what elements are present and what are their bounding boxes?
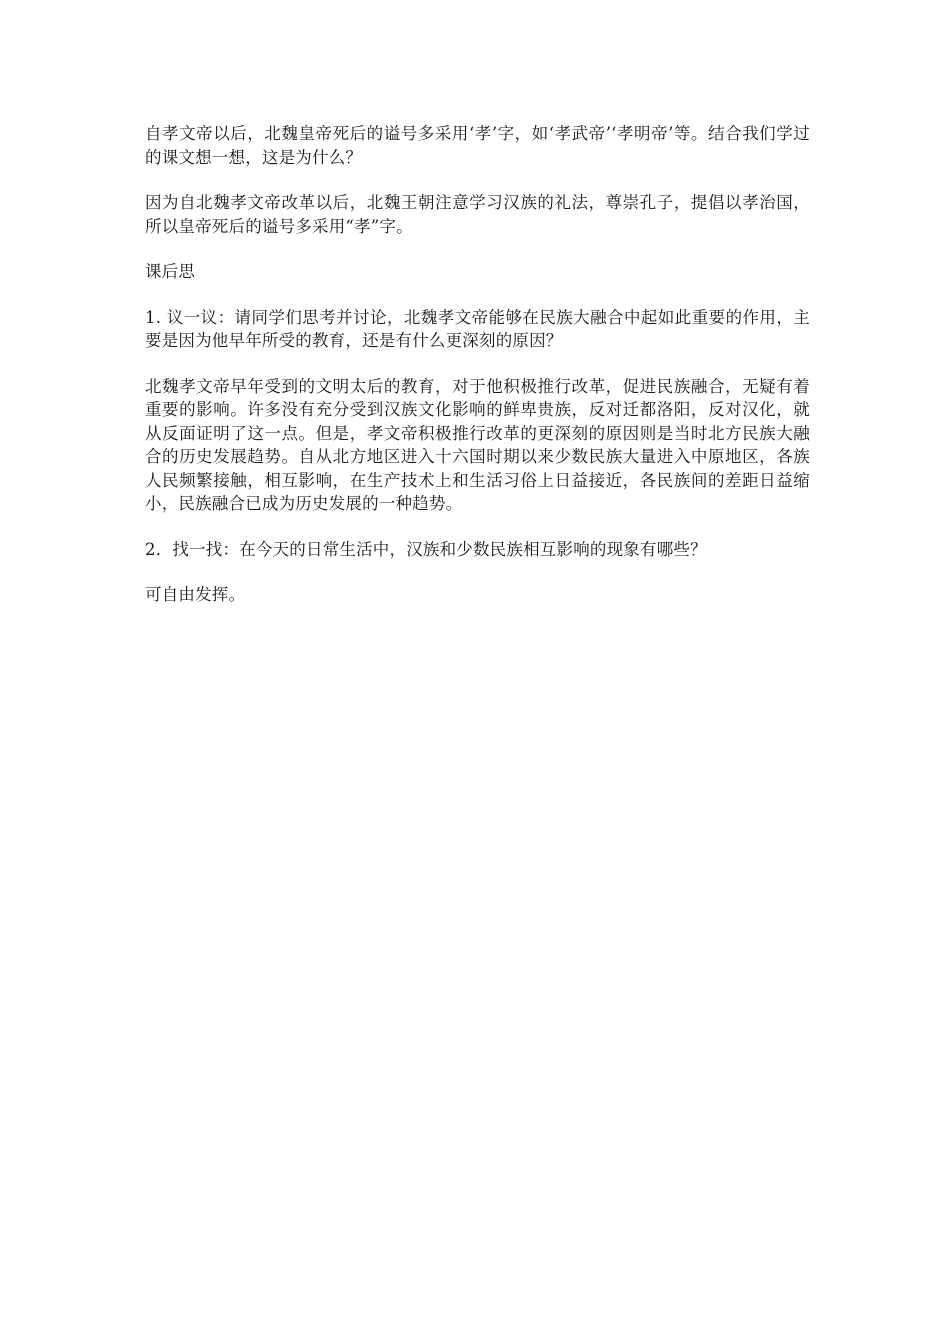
section-heading: 课后思 bbox=[145, 262, 196, 281]
question-1-paragraph: 1. 议一议：请同学们思考并讨论，北魏孝文帝能够在民族大融合中起如此重要的作用，主要是因为他早年所受的教育，还是有什么更深刻的原因？ bbox=[145, 307, 810, 350]
question-2-paragraph: 2．找一找：在今天的日常生活中，汉族和少数民族相互影响的现象有哪些？ bbox=[145, 539, 707, 559]
answer-2-paragraph: 可自由发挥。 bbox=[145, 585, 246, 604]
answer-1-paragraph: 北魏孝文帝早年受到的文明太后的教育，对于他积极推行改革，促进民族融合，无疑有着重要的影响。许多没有充分受到汉族文化影响的鲜卑贵族，反对迁都洛阳，反对汉化，就从反面证明了这一点。但是，孝文帝积极推行改革的更深刻的原因则是当时北方民族大融合的历史发展趋势。自从北方地区进入十六国时期以来少数民族大量进入中原地区，各族人民频繁接触，相互影响，在生产技术上和生活习俗上日益接近，各民族间的差距日益缩小，民族融合已成为历史发展的一种趋势。 bbox=[145, 376, 810, 513]
document-body bbox=[145, 122, 810, 629]
question-paragraph: 自孝文帝以后，北魏皇帝死后的谥号多采用‘孝’字，如‘孝武帝’‘孝明帝’等。结合我们学过的课文想一想，这是为什么？ bbox=[145, 124, 810, 167]
answer-paragraph: 因为自北魏孝文帝改革以后，北魏王朝注意学习汉族的礼法，尊崇孔子，提倡以孝治国，所以皇帝死后的谥号多采用“孝”字。 bbox=[145, 193, 810, 236]
